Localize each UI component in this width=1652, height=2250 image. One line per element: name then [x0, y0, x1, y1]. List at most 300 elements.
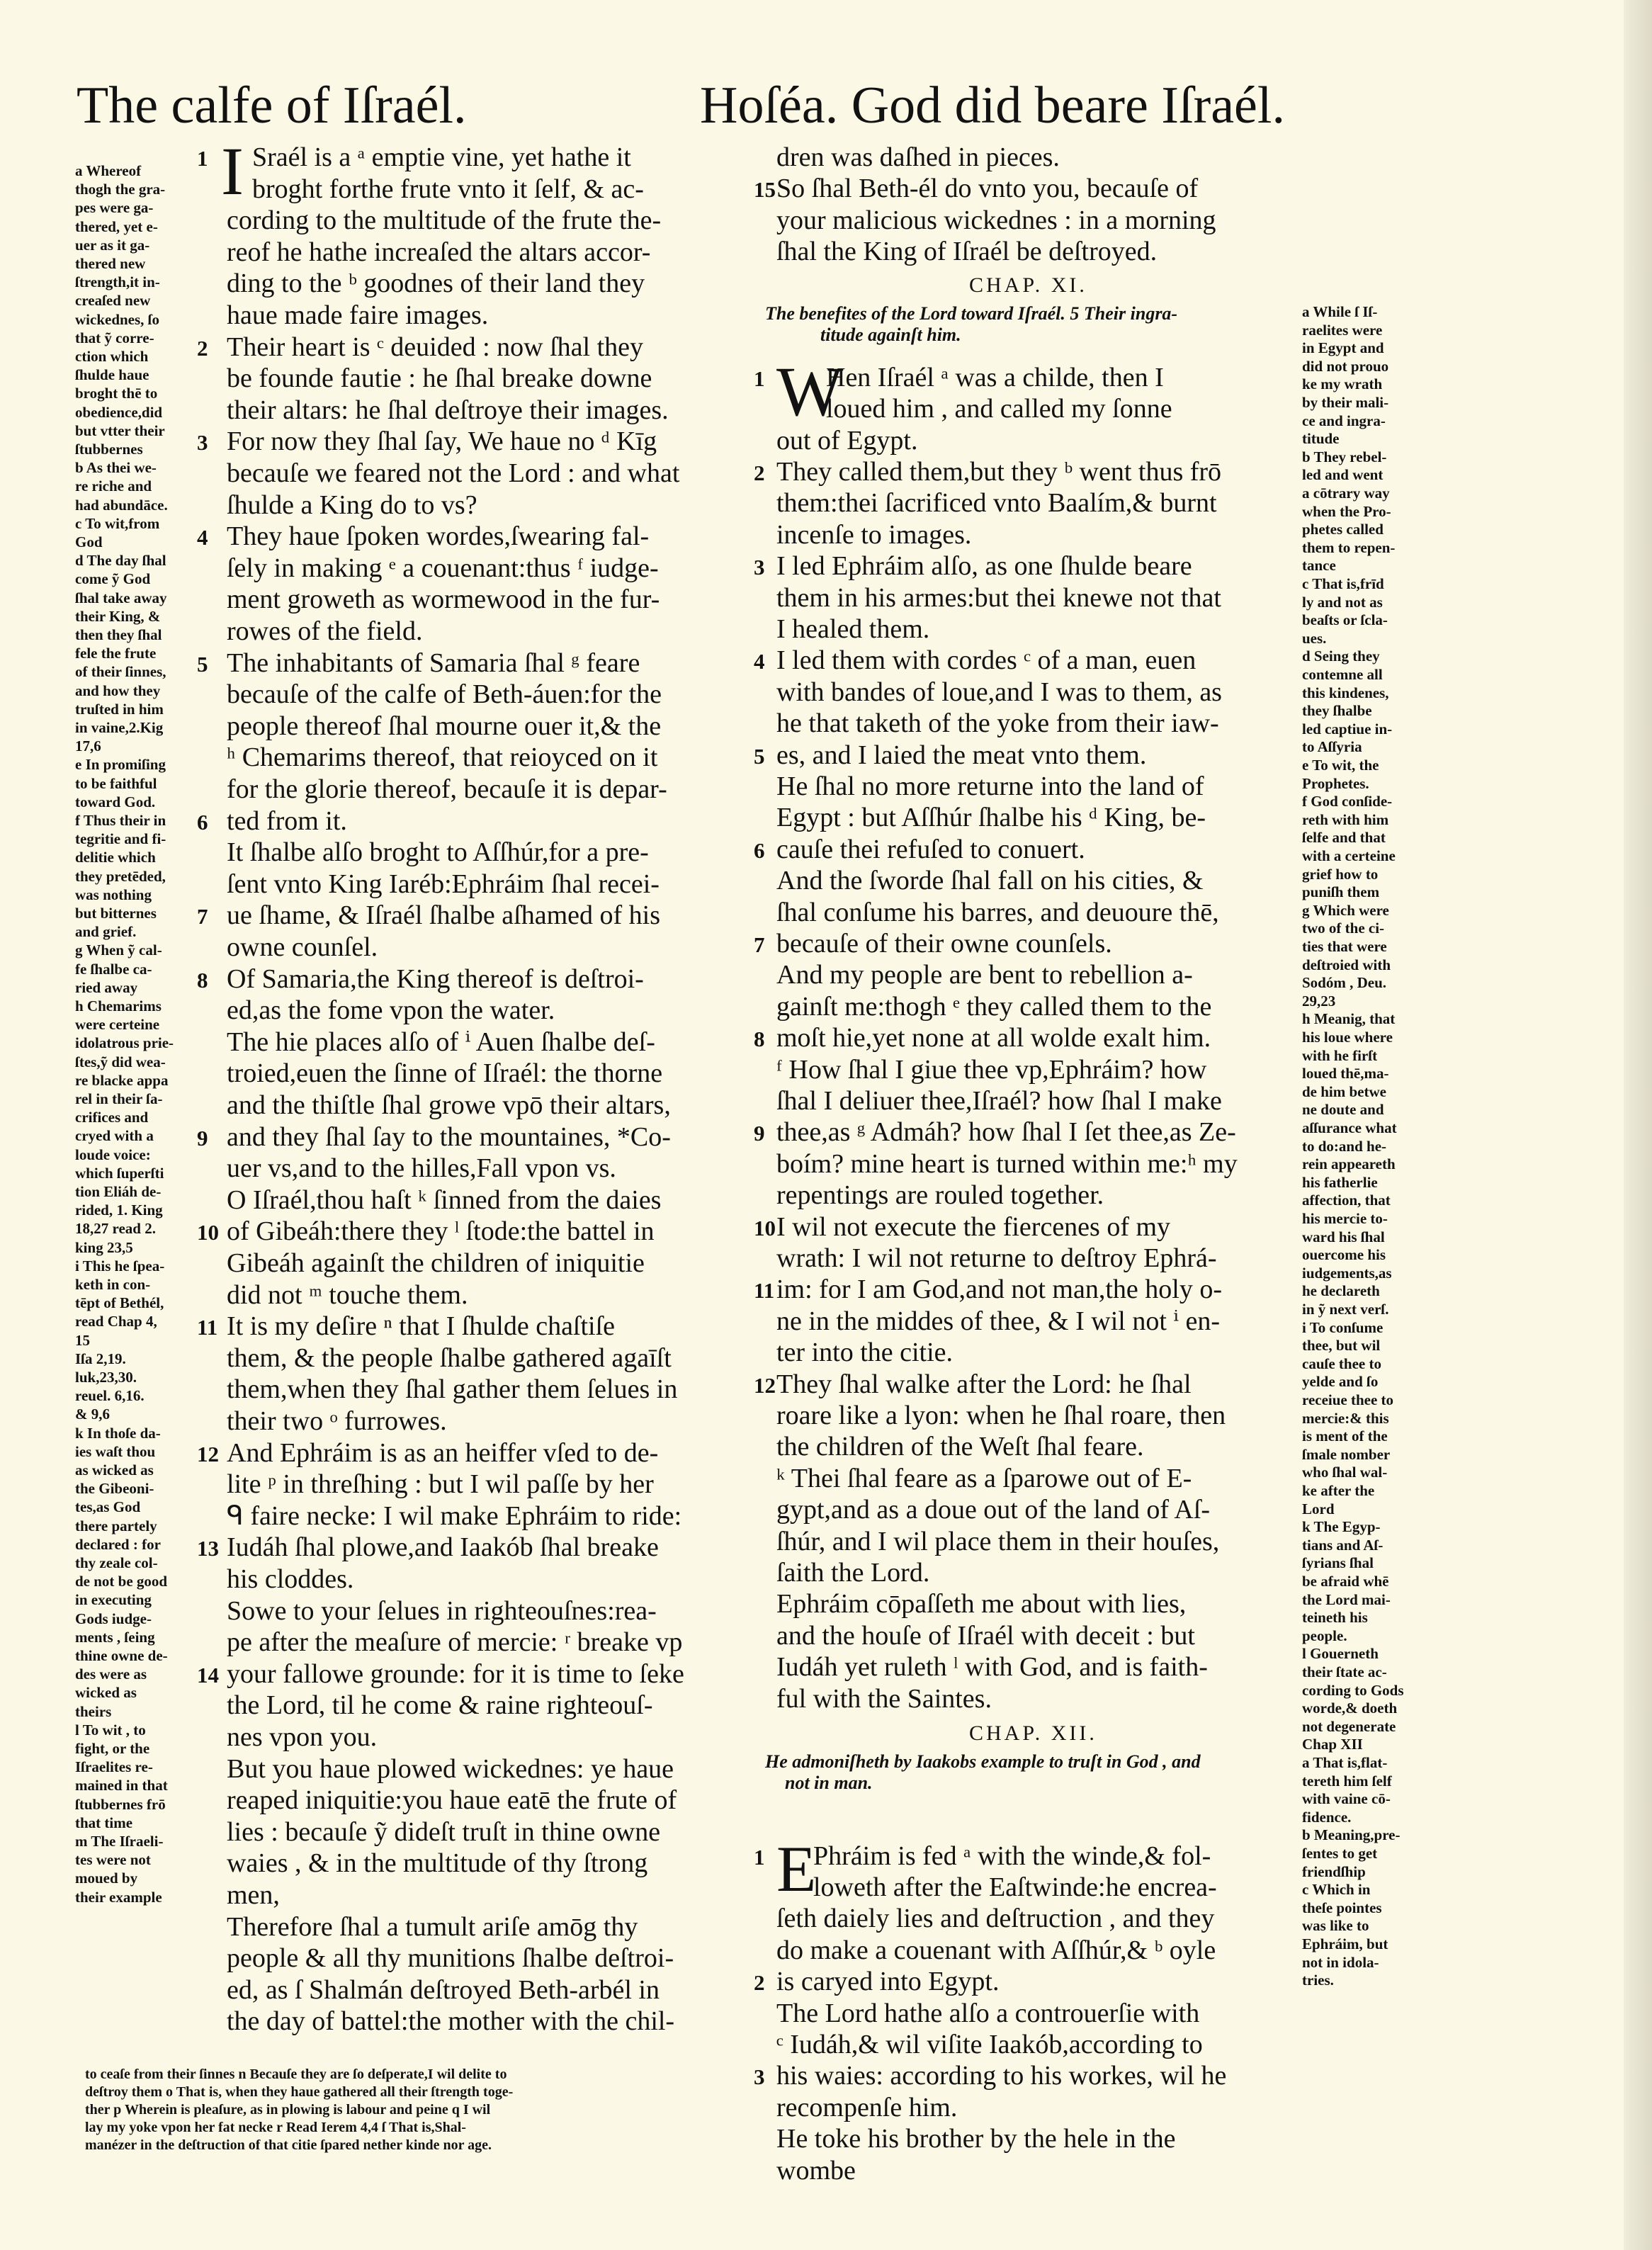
text-line: ted from it.: [227, 805, 347, 836]
text-line: ᶜ Iudáh,& wil viſite Iaakób,according to: [776, 2030, 1203, 2059]
margin-note-line: k The Egyp-: [1302, 1518, 1381, 1536]
chapter-summary: not in man.: [785, 1773, 873, 1794]
margin-note-line: rided, 1. King: [75, 1202, 163, 1219]
text-line: recompenſe him.: [776, 2092, 958, 2122]
text-line: troied,euen the ſinne of Iſraél: the thorne: [227, 1058, 663, 1089]
text-line: I wil not execute the fiercenes of my: [776, 1211, 1171, 1242]
margin-note-line: titude: [1302, 430, 1340, 448]
margin-note-line: with vaine cō-: [1302, 1790, 1391, 1808]
margin-note-line: and how they: [75, 682, 161, 699]
text-line: He ſhal no more returne into the land of: [776, 771, 1204, 801]
text-line: nes vpon you.: [227, 1722, 378, 1752]
text-line: wrath: I wil not returne to deſtroy Ephrá-: [776, 1243, 1217, 1273]
margin-note-line: with he firſt: [1302, 1046, 1378, 1064]
margin-note-line: ward his ſhal: [1302, 1228, 1385, 1245]
margin-note-line: g When ỹ cal-: [75, 942, 162, 959]
margin-note-line: keth in con-: [75, 1276, 151, 1293]
margin-note-line: mercie:& this: [1302, 1409, 1389, 1427]
text-line: Hen Iſraél ᵃ was a childe, then I: [826, 362, 1164, 392]
text-line: They haue ſpoken wordes,ſwearing fal-: [227, 521, 650, 552]
margin-note-line: to be faithful: [75, 774, 157, 792]
text-line: ment groweth as wormewood in the fur-: [227, 584, 660, 615]
text-line: Of Samaria,the King thereof is deſtroi-: [227, 963, 644, 994]
margin-note-line: to ceaſe from their ſinnes n Becauſe they are ſo deſperate,I wil delite to: [85, 2067, 507, 2082]
margin-note-line: that time: [75, 1814, 133, 1831]
text-line: for the glorie thereof, becauſe it is depar-: [227, 774, 667, 804]
margin-note-line: thogh the gra-: [75, 181, 166, 198]
margin-note-line: a cōtrary way: [1302, 485, 1390, 502]
text-line: reaped iniquitie:you haue eatē the frute of: [227, 1785, 677, 1816]
margin-note-line: to Aſſyria: [1302, 738, 1362, 756]
margin-note-line: ried away: [75, 978, 138, 996]
margin-note-line: affection, that: [1302, 1192, 1391, 1209]
text-line: incenſe to images.: [776, 519, 972, 550]
text-line: uer vs,and to the hilles,Fall vpon vs.: [227, 1153, 616, 1184]
text-line: It ſhalbe alſo broght to Aſſhúr,for a pre-: [227, 837, 649, 868]
verse-number: 14: [197, 1662, 219, 1688]
margin-note-line: loued thē,ma-: [1302, 1065, 1389, 1082]
margin-note-line: c That is,frīd: [1302, 575, 1384, 592]
margin-note-line: by their mali-: [1302, 394, 1389, 411]
margin-note-line: ſelfe and that: [1302, 829, 1386, 847]
verse-number: 10: [754, 1215, 776, 1240]
margin-note-line: in ỹ next verſ.: [1302, 1301, 1389, 1318]
margin-note-line: cauſe thee to: [1302, 1355, 1381, 1372]
margin-note-line: f God conſide-: [1302, 793, 1393, 810]
margin-note-line: obedience,did: [75, 403, 163, 421]
margin-note-line: manézer in the deſtruction of that citie ſpared nether kinde nor age.: [85, 2137, 492, 2153]
margin-note-line: thered, yet e-: [75, 217, 158, 235]
margin-note-line: toward God.: [75, 793, 156, 810]
verse-number: 4: [197, 525, 208, 550]
text-line: reof he hathe increaſed the altars accor-: [227, 237, 651, 267]
margin-note-line: c Which in: [1302, 1881, 1371, 1899]
text-line: ſely in making ᵉ a couenant:thus ᶠ iudge-: [227, 553, 659, 583]
margin-note-line: tes were not: [75, 1851, 151, 1869]
margin-note-line: receiue thee to: [1302, 1391, 1394, 1408]
margin-note-line: led and went: [1302, 466, 1384, 484]
margin-note-line: not degenerate: [1302, 1717, 1396, 1735]
verse-number: 15: [754, 177, 776, 203]
margin-note-line: Iſa 2,19.: [75, 1350, 126, 1367]
text-line: his waies: according to his workes, wil he: [776, 2061, 1227, 2091]
margin-note-line: h Chemarims: [75, 997, 162, 1014]
margin-note-line: two of the ci-: [1302, 920, 1385, 937]
text-line: them in his armes:but thei knewe not that: [776, 582, 1221, 613]
margin-note-line: be afraid whē: [1302, 1573, 1389, 1590]
text-line: The inhabitants of Samaria ſhal ᵍ feare: [227, 648, 640, 678]
margin-note-line: of their ſinnes,: [75, 663, 166, 681]
margin-note-line: a Whereof: [75, 162, 142, 179]
margin-note-line: l Gouerneth: [1302, 1645, 1379, 1663]
text-line: So ſhal Beth-él do vnto you, becauſe of: [776, 174, 1199, 204]
margin-note-line: h Meanig, that: [1302, 1010, 1396, 1028]
text-line: im: for I am God,and not man,the holy o-: [776, 1274, 1222, 1305]
chapter-heading-11: CHAP. XI.: [969, 273, 1087, 297]
margin-note-line: Iſraelites re-: [75, 1758, 153, 1776]
margin-note-line: which ſuperſti: [75, 1164, 164, 1182]
margin-note-line: who ſhal wal-: [1302, 1464, 1388, 1481]
margin-note-line: moued by: [75, 1870, 138, 1887]
margin-note-line: reuel. 6,16.: [75, 1387, 145, 1405]
margin-note-line: declared : for: [75, 1535, 161, 1553]
margin-note-line: re riche and: [75, 477, 152, 495]
margin-note-line: beaſts or ſcla-: [1302, 611, 1388, 629]
verse-number: 12: [754, 1372, 776, 1398]
margin-note-line: and grief.: [75, 923, 137, 941]
margin-note-line: ſtubbernes: [75, 441, 143, 458]
verse-number: 2: [197, 335, 208, 361]
verse-number: 7: [754, 932, 765, 957]
margin-note-line: as wicked as: [75, 1462, 154, 1479]
margin-note-line: ſhulde haue: [75, 366, 149, 384]
text-line: out of Egypt.: [776, 425, 918, 456]
margin-note-line: tries.: [1302, 1972, 1334, 1989]
margin-note-line: friendſhip: [1302, 1862, 1366, 1880]
verse-number: 2: [754, 460, 765, 485]
margin-note-line: aſſurance what: [1302, 1119, 1397, 1136]
margin-note-line: m The Iſraeli-: [75, 1833, 164, 1850]
margin-note-line: ments , ſeing: [75, 1628, 155, 1646]
margin-note-line: de not be good: [75, 1573, 168, 1590]
verse-number: 1: [754, 366, 765, 391]
text-line: Iudáh yet ruleth ˡ with God, and is faith-: [776, 1652, 1208, 1683]
margin-note-line: ouercome his: [1302, 1246, 1386, 1264]
text-line: ſhúr, and I wil place them in their houſes,: [776, 1526, 1220, 1556]
margin-note-line: b As thei we-: [75, 459, 157, 477]
margin-note-line: then they ſhal: [75, 626, 162, 643]
margin-note-line: contemne all: [1302, 666, 1383, 683]
text-line: do make a couenant with Aſſhúr,& ᵇ oyle: [776, 1935, 1216, 1965]
main-column-right: [754, 142, 1309, 2186]
verse-number: 7: [197, 904, 208, 929]
verse-number: 8: [754, 1027, 765, 1052]
margin-note-line: fele the frute: [75, 645, 157, 662]
margin-note-line: there partely: [75, 1517, 157, 1534]
text-line: becauſe of their owne counſels.: [776, 929, 1112, 959]
margin-note-line: their King, &: [75, 607, 161, 625]
margin-note-line: ties that were: [1302, 938, 1387, 955]
margin-note-line: he declareth: [1302, 1282, 1380, 1300]
margin-note-line: k In thoſe da-: [75, 1424, 161, 1442]
margin-note-line: tion Eliáh de-: [75, 1183, 162, 1200]
margin-note-line: 17,6: [75, 737, 101, 755]
margin-note-line: in executing: [75, 1591, 152, 1609]
drop-cap-w: W: [776, 351, 844, 431]
margin-note-line: this kindenes,: [1302, 684, 1389, 701]
text-line: ne in the middes of thee, & I wil not ⁱ en-: [776, 1306, 1221, 1336]
text-line: men,: [227, 1880, 280, 1910]
margin-note-line: crifices and: [75, 1109, 149, 1126]
margin-note-line: their example: [75, 1888, 162, 1906]
margin-note-line: Prophetes.: [1302, 774, 1369, 792]
margin-note-line: deſtroied with: [1302, 956, 1391, 973]
text-line: cording to the multitude of the frute the-: [227, 205, 662, 236]
verse-number: 3: [754, 2064, 765, 2090]
margin-note-line: was like to: [1302, 1917, 1369, 1935]
text-line: The Lord hathe alſo a controuerſie with: [776, 1998, 1200, 2028]
text-line: did not ᵐ touche them.: [227, 1279, 468, 1310]
text-line: Sowe to your ſelues in righteouſnes:rea-: [227, 1595, 657, 1626]
margin-note-line: rel in their ſa-: [75, 1090, 163, 1107]
text-line: ſaith the Lord.: [776, 1558, 930, 1588]
margin-note-line: tēpt of Bethél,: [75, 1294, 164, 1312]
verse-number: 8: [197, 967, 208, 993]
text-line: his cloddes.: [227, 1564, 354, 1594]
page-edge-shadow: [1624, 0, 1652, 2250]
margin-note-line: 29,23: [1302, 992, 1336, 1010]
text-line: They called them,but they ᵇ went thus frō: [776, 457, 1222, 487]
margin-note-line: ſtes,ỹ did wea-: [75, 1053, 166, 1070]
margin-note-line: thee, but wil: [1302, 1337, 1381, 1355]
margin-note-line: the Gibeoni-: [75, 1480, 154, 1498]
margin-note-line: luk,23,30.: [75, 1369, 137, 1386]
margin-note-line: uer as it ga-: [75, 236, 150, 254]
margin-note-line: ne doute and: [1302, 1101, 1384, 1119]
text-line: es, and I laied the meat vnto them.: [776, 740, 1147, 770]
margin-note-line: the Lord mai-: [1302, 1590, 1391, 1608]
margin-note-line: l To wit , to: [75, 1721, 146, 1739]
text-line: loweth after the Eaſtwinde:he encrea-: [813, 1872, 1217, 1902]
margin-note-line: & 9,6: [75, 1406, 110, 1423]
text-line: people & all thy munitions ſhalbe deſtroi-: [227, 1943, 674, 1974]
margin-note-line: mained in that: [75, 1777, 168, 1794]
text-line: For now they ſhal ſay, We haue no ᵈ Kīg: [227, 426, 657, 457]
margin-note-line: they pretēded,: [75, 867, 166, 885]
margin-note-line: thine owne de-: [75, 1647, 168, 1664]
margin-note-line: f Thus their in: [75, 812, 166, 829]
chapter-heading-12: CHAP. XII.: [969, 1722, 1097, 1745]
text-line: I led Ephráim alſo, as one ſhulde beare: [776, 551, 1192, 582]
margin-note-line: 18,27 read 2.: [75, 1220, 156, 1238]
margin-note-line: king 23,5: [75, 1238, 133, 1256]
text-line: your malicious wickednes : in a morning: [776, 205, 1216, 235]
text-line: ful with the Saintes.: [776, 1683, 992, 1714]
text-line: ſhal conſume his barres, and deuoure thē,: [776, 897, 1219, 927]
margin-note-line: d Seing they: [1302, 648, 1380, 665]
text-line: gainſt me:thogh ᵉ they called them to the: [776, 991, 1212, 1022]
margin-note-line: deſtroy them o That is, when they haue gathered all their ſtrength toge-: [85, 2084, 514, 2100]
margin-note-line: delitie which: [75, 849, 156, 866]
verse-number: 6: [754, 837, 765, 863]
verse-number: 12: [197, 1441, 219, 1466]
margin-note-line: a That is,flat-: [1302, 1754, 1388, 1771]
margin-note-line: Sodóm , Deu.: [1302, 974, 1387, 992]
verse-number: 2: [754, 1970, 765, 1996]
margin-note-line: c To wit,from: [75, 514, 160, 532]
margin-note-line: fidence.: [1302, 1808, 1352, 1826]
margin-note-line: Lord: [1302, 1500, 1335, 1517]
text-line: ed,as the fome vpon the water.: [227, 995, 555, 1026]
margin-note-line: i To conſume: [1302, 1318, 1384, 1336]
margin-note-line: lay my yoke vpon her fat necke r Read Ierem 4,4 ſ That is,Shal-: [85, 2120, 466, 2135]
margin-note-line: reth with him: [1302, 810, 1389, 828]
margin-note-line: fe ſhalbe ca-: [75, 960, 152, 978]
margin-note-line: God: [75, 533, 103, 550]
margin-note-line: 15: [75, 1331, 90, 1349]
margin-note-line: to do:and he-: [1302, 1137, 1387, 1155]
margin-note-line: b They rebel-: [1302, 448, 1387, 465]
margin-note-line: tes,as God: [75, 1498, 141, 1516]
margin-note-line: e In promiſing: [75, 756, 166, 774]
margin-note-line: des were as: [75, 1666, 147, 1683]
text-line: Their heart is ᶜ deuided : now ſhal they: [227, 332, 643, 362]
text-line: of Gibeáh:there they ˡ ſtode:the battel in: [227, 1216, 655, 1247]
margin-note-line: did not prouo: [1302, 357, 1389, 375]
margin-note-line: wicked as: [75, 1684, 137, 1702]
margin-note-line: but bitternes: [75, 905, 157, 922]
text-line: he that taketh of the yoke from their iaw-: [776, 708, 1219, 739]
verse-number: 13: [197, 1536, 219, 1561]
text-line: ſhal I deliuer thee,Iſraél? how ſhal I make: [776, 1086, 1222, 1116]
margin-note-line: grief how to: [1302, 865, 1379, 883]
margin-note-line: ke after the: [1302, 1482, 1375, 1499]
margin-note-line: his loue where: [1302, 1029, 1393, 1046]
text-line: repentings are rouled together.: [776, 1180, 1104, 1211]
margin-note-line: ies waſt thou: [75, 1442, 156, 1460]
margin-note-line: when the Pro-: [1302, 502, 1391, 520]
text-line: O Iſraél,thou haſt ᵏ ſinned from the daies: [227, 1185, 662, 1215]
verse-number: 9: [197, 1125, 208, 1151]
verse-number: 3: [197, 430, 208, 456]
text-line: owne counſel.: [227, 932, 378, 962]
margin-note-line: tegritie and fi-: [75, 830, 166, 848]
margin-note-line: ſtubbernes frō: [75, 1795, 166, 1813]
margin-note-line: i This he ſpea-: [75, 1257, 165, 1274]
verse-number: 11: [754, 1278, 775, 1304]
text-line: rowes of the field.: [227, 616, 423, 646]
text-line: your fallowe grounde: for it is time to ſeke: [227, 1658, 684, 1689]
margin-note-line: creaſed new: [75, 292, 151, 310]
text-line: thee,as ᵍ Admáh? how ſhal I ſet thee,as Ze-: [776, 1117, 1236, 1148]
margin-note-line: ther p Wherein is pleaſure, as in plowing is labour and peine q I wil: [85, 2102, 491, 2118]
margin-note-line: ſhal take away: [75, 589, 167, 606]
text-line: ſhal the King of Iſraél be deſtroyed.: [776, 237, 1158, 267]
text-line: They ſhal walke after the Lord: he ſhal: [776, 1369, 1192, 1399]
text-line: with bandes of loue,and I was to them, as: [776, 677, 1222, 707]
chapter-summary: The benefites of the Lord toward Iſraél. 5 Their ingra-: [765, 303, 1178, 324]
margin-note-line: pes were ga-: [75, 199, 154, 217]
text-line: ᶠ How ſhal I giue thee vp,Ephráim? how: [776, 1054, 1207, 1085]
text-line: wombe: [776, 2155, 856, 2186]
margin-note-line: thy zeale col-: [75, 1554, 158, 1571]
text-line: the Lord, til he come & raine righteouſ-: [227, 1690, 653, 1721]
text-line: and the thiſtle ſhal growe vpō their altars,: [227, 1090, 671, 1120]
text-line: becauſe we feared not the Lord : and what: [227, 458, 680, 488]
text-line: lies : becauſe ỹ dideſt truſt in thine owne: [227, 1816, 661, 1847]
text-line: He toke his brother by the hele in the: [776, 2124, 1176, 2154]
text-line: Phráim is fed ᵃ with the winde,& fol-: [813, 1841, 1211, 1871]
text-line: the day of battel:the mother with the chil-: [227, 2006, 675, 2037]
margin-note-line: cording to Gods: [1302, 1681, 1404, 1699]
text-line: them, & the people ſhalbe gathered agaīſt: [227, 1342, 672, 1373]
verse-number: 1: [754, 1844, 765, 1870]
text-line: ſent vnto King Iaréb:Ephráim ſhal recei-: [227, 869, 660, 899]
margin-note-line: g Which were: [1302, 901, 1389, 919]
margin-note-line: worde,& doeth: [1302, 1700, 1398, 1717]
text-line: gypt,and as a doue out of the land of Aſ-: [776, 1495, 1211, 1525]
margin-note-line: thered new: [75, 255, 146, 272]
margin-note-line: his mercie to-: [1302, 1210, 1388, 1227]
margin-note-line: people.: [1302, 1627, 1347, 1644]
right-margin-notes: [1302, 303, 1444, 2145]
text-line: Gibeáh againſt the children of iniquitie: [227, 1248, 645, 1278]
margin-note-line: ſyrians ſhal: [1302, 1554, 1374, 1572]
margin-note-line: not in idola-: [1302, 1953, 1379, 1971]
text-line: boím? mine heart is turned within me:ʰ my: [776, 1148, 1238, 1179]
margin-note-line: truſted in him: [75, 700, 164, 718]
margin-note-line: iudgements,as: [1302, 1264, 1392, 1282]
margin-note-line: tereth him ſelf: [1302, 1772, 1392, 1790]
margin-note-line: his fatherlie: [1302, 1173, 1378, 1191]
text-line: dren was daſhed in pieces.: [776, 142, 1060, 172]
main-column-left: [197, 133, 758, 2083]
verse-number: 6: [197, 809, 208, 835]
margin-note-line: fight, or the: [75, 1740, 150, 1757]
verse-number: 9: [754, 1121, 765, 1146]
footnotes-block: [85, 2066, 793, 2179]
text-line: ʰ Chemarims thereof, that reioyced on it: [227, 742, 658, 773]
margin-note-line: ſentes to get: [1302, 1845, 1378, 1862]
chapter-summary: He admoniſheth by Iaakobs example to truſt in God , and: [765, 1751, 1201, 1773]
margin-note-line: rein appeareth: [1302, 1155, 1396, 1173]
margin-note-line: b Meaning,pre-: [1302, 1826, 1401, 1844]
text-line: the children of the Weſt ſhal feare.: [776, 1432, 1144, 1462]
margin-note-line: phetes called: [1302, 521, 1384, 538]
verse-number: 4: [754, 649, 765, 674]
margin-note-line: come ỹ God: [75, 570, 151, 588]
running-header-left: The calfe of Iſraél.: [77, 77, 467, 135]
text-line: Ephráim cōpaſſeth me about with lies,: [776, 1589, 1187, 1619]
margin-note-line: de him betwe: [1302, 1082, 1386, 1100]
text-line: And my people are bent to rebellion a-: [776, 960, 1193, 990]
margin-note-line: ction which: [75, 348, 149, 365]
text-line: And Ephráim is as an heiffer vſed to de-: [227, 1437, 659, 1468]
margin-note-line: re blacke appa: [75, 1071, 169, 1089]
margin-note-line: puniſh them: [1302, 883, 1380, 901]
margin-note-line: had abundāce.: [75, 496, 168, 514]
text-line: ding to the ᵇ goodnes of their land they: [227, 268, 645, 299]
margin-note-line: theſe pointes: [1302, 1899, 1382, 1916]
margin-note-line: but vtter their: [75, 422, 165, 439]
margin-note-line: ſmale nomber: [1302, 1445, 1391, 1463]
margin-note-line: their ſtate ac-: [1302, 1663, 1387, 1680]
margin-note-line: tance: [1302, 557, 1336, 575]
margin-note-line: idolatrous prie-: [75, 1034, 174, 1052]
text-line: and they ſhal ſay to the mountaines, *Co-: [227, 1121, 671, 1152]
margin-note-line: broght thē to: [75, 385, 158, 402]
margin-note-line: with a certeine: [1302, 847, 1396, 864]
margin-note-line: loude voice:: [75, 1146, 151, 1163]
text-line: and the houſe of Iſraél with deceit : but: [776, 1620, 1195, 1651]
text-line: I led them with cordes ᶜ of a man, euen: [776, 645, 1196, 676]
text-line: haue made faire images.: [227, 300, 489, 330]
left-margin-notes: [75, 162, 217, 2067]
text-line: be founde fautie : he ſhal breake downe: [227, 363, 652, 394]
margin-note-line: teineth his: [1302, 1609, 1368, 1627]
verse-number: 5: [754, 743, 765, 769]
text-line: pe after the meaſure of mercie: ʳ breake vp: [227, 1627, 683, 1658]
text-line: their altars: he ſhal deſtroye their images.: [227, 395, 669, 425]
text-line: Sraél is a ᵃ emptie vine, yet hathe it: [252, 142, 631, 172]
margin-note-line: that ỹ corre-: [75, 329, 154, 346]
margin-note-line: Ephráim, but: [1302, 1935, 1388, 1952]
text-line: ed, as ſ Shalmán deſtroyed Beth-arbél in: [227, 1974, 660, 2005]
text-line: But you haue plowed wickednes: ye haue: [227, 1753, 674, 1784]
margin-note-line: d The day ſhal: [75, 552, 166, 570]
text-line: lite ᵖ in threſhing : but I wil paſſe by her: [227, 1469, 654, 1500]
margin-note-line: e To wit, the: [1302, 757, 1379, 774]
